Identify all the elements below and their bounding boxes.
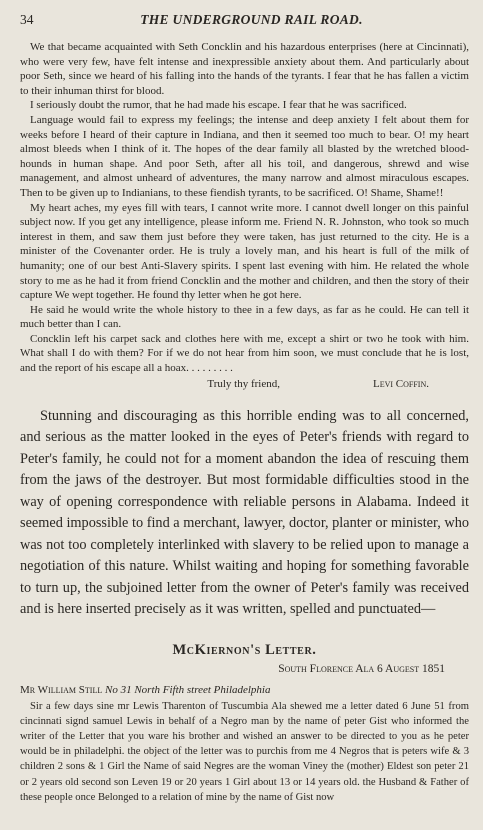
letter-paragraph: We that became acquainted with Seth Concklin and his hazardous enterprises (here at Cincinnati), who were very few, have felt intense and inexpressible anxiety about them. And particularly about poor Seth, since we heard of his falling into the hands of the tyrants. I fear that he has fallen a victim to their inhuman thirst for blood. (20, 41, 469, 97)
page-header (20, 12, 469, 34)
narrative-paragraph: Stunning and discouraging as this horrible ending was to all concerned, and serious as the matter looked in the eyes of Peter's friends with regard to Peter's family, he could not for a moment abandon the idea of rescuing them from the jaws of the destroyer. But most formidable difficulties stood in the way of opening correspondence with reliable persons in Alabama. Indeed it seemed impossible to find a merchant, lawyer, doctor, planter or minister, who was not too completely interlinked with slavery to be relied upon to manage a negotiation of this nature. Whilst waiting and hoping for something favorable to turn up, the subjoined letter from the owner of Peter's family was received and is here inserted precisely as it was written, spelled and punctuated— (20, 407, 469, 618)
section-title: McKiernon's Letter. (172, 641, 317, 658)
letter-paragraph: He said he would write the whole history to thee in a few days, as far as he could. He can tell it much better than I can. (20, 303, 469, 331)
letter-signoff (20, 377, 469, 392)
letter-signature: Levi Coffin. (372, 377, 429, 390)
letter-paragraph: I seriously doubt the rumor, that he had made his escape. I fear that he was sacrificed. (30, 99, 407, 112)
coffin-letter (20, 40, 469, 376)
letter-place-date: South Florence Ala 6 Augest 1851 (278, 662, 445, 675)
running-title: THE UNDERGROUND RAIL ROAD. (140, 12, 363, 27)
letter-body: Sir a few days sine mr Lewis Tharenton of Tuscumbia Ala shewed me a letter dated 6 June 51 from cincinnati signd samuel Lewis in behalf of a Negro man by the name of peter Gist who informed the writer of the Letter that you ware his brother and wished an answer to be directed to you as he peter would be in philadelphi. the object of the letter was to purchis from me 4 Negros that is peters wife & 3 children 2 sons & 1 Girl the Name of said Negres are the woman Viney the (mother) Eldest son peter 21 or 2 years old second son Leven 19 or 20 years 1 Girl about 13 or 14 years old. the Husband & Father of these people once Belonged to a relation of mine by the name of Gist now (20, 700, 469, 803)
letter-address (20, 683, 469, 698)
narrative-text (20, 406, 469, 621)
page-number: 34 (20, 12, 34, 27)
letter-paragraph: My heart aches, my eyes fill with tears, I cannot write more. I cannot dwell longer on this painful subject now. If you get any intelligence, please inform me. Friend N. R. Johnston, who took so much interest in them, and saw them just before they were taken, has just returned to the city. He is a minister of the Covenanter order. He is truly a lovely man, and his heart is full of the milk of humanity; one of our best Anti-Slavery spirits. I spent last evening with him. He related the whole story to me as he had it from friend Concklin and the mother and children, and then the story of their capture We wept together. He found thy letter when he got here. (20, 201, 469, 302)
addressee-name: Mr William Still (20, 683, 103, 696)
letter-paragraph: Language would fail to express my feelings; the intense and deep anxiety I felt about them for weeks before I heard of their capture in Indiana, and then it seemed too much to bear. O! my heart almost bleeds when I think of it. The hopes of the dear family all blasted by the wretched blood-hounds in human shape. And poor Seth, after all his toil, and dangerous, shrewd and wise management, and almost unheard of adventures, the many narrow and almost miraculous escapes. Then to be given up to Indianians, to these fiendish tyrants, to be sacrificed. O! Shame, Shame!! (20, 113, 469, 199)
letter-closing: Truly thy friend, (207, 377, 280, 390)
letter-paragraph: Concklin left his carpet sack and clothes here with me, except a shirt or two he took with him. What shall I do with them? For if we do not hear from him soon, we must conclude that he is lost, and the report of his escape all a hoax. . . . . . . . . (20, 332, 469, 375)
addressee-location: No 31 North Fifth street Philadelphia (104, 683, 271, 696)
mckiernon-letter (20, 699, 469, 805)
